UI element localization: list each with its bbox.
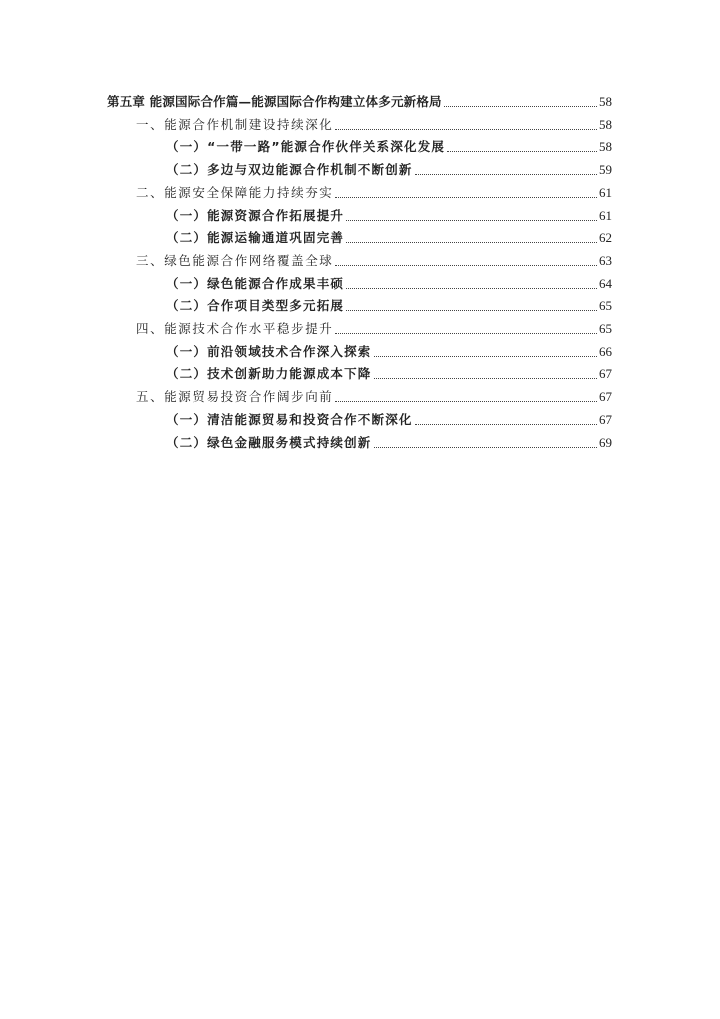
toc-subsection-entry[interactable] xyxy=(166,133,612,155)
toc-page-number: 58 xyxy=(599,116,612,132)
toc-entry-title: 第五章 能源国际合作篇—能源国际合作构建立体多元新格局 xyxy=(107,94,442,109)
toc-subsection-entry[interactable] xyxy=(166,156,612,178)
toc-page-number: 64 xyxy=(599,275,612,291)
toc-subsection-entry[interactable] xyxy=(166,338,612,360)
toc-page-number: 62 xyxy=(599,230,612,246)
toc-entry-title: （二）绿色金融服务模式持续创新 xyxy=(166,434,372,450)
toc-entry-title: （一）能源资源合作拓展提升 xyxy=(166,207,345,223)
toc-subsection-entry[interactable] xyxy=(166,270,612,292)
toc-dot-leader xyxy=(335,196,597,198)
toc-section-entry[interactable] xyxy=(136,111,612,133)
toc-entry-title: 二、能源安全保障能力持续夯实 xyxy=(136,184,334,200)
toc-dot-leader xyxy=(335,264,597,266)
toc-entry-title: 五、能源贸易投资合作阔步向前 xyxy=(136,389,334,405)
toc-page-number: 58 xyxy=(599,94,612,109)
toc-page-number: 67 xyxy=(599,411,612,427)
toc-dot-leader xyxy=(415,423,597,425)
toc-dot-leader xyxy=(335,332,597,334)
toc-section-entry[interactable] xyxy=(136,179,612,201)
toc-dot-leader xyxy=(346,309,597,311)
toc-page-number: 69 xyxy=(599,434,612,450)
toc-subsection-entry[interactable] xyxy=(166,406,612,428)
toc-entry-title: 三、绿色能源合作网络覆盖全球 xyxy=(136,252,334,268)
toc-page-number: 67 xyxy=(599,389,612,405)
toc-entry-title: 一、能源合作机制建设持续深化 xyxy=(136,116,334,132)
toc-dot-leader xyxy=(346,287,597,289)
toc-dot-leader xyxy=(415,173,597,175)
toc-section-entry[interactable] xyxy=(136,247,612,269)
toc-section-entry[interactable] xyxy=(136,315,612,337)
toc-entry-title: （一）前沿领域技术合作深入探索 xyxy=(166,343,372,359)
toc-entry-title: 四、能源技术合作水平稳步提升 xyxy=(136,321,334,336)
toc-entry-title: （二）合作项目类型多元拓展 xyxy=(166,298,345,314)
toc-dot-leader xyxy=(444,105,597,107)
toc-page-number: 65 xyxy=(599,298,612,314)
toc-dot-leader xyxy=(374,377,597,379)
toc-subsection-entry[interactable] xyxy=(166,429,612,451)
toc-page-number: 61 xyxy=(599,184,612,200)
toc-page-number: 63 xyxy=(599,252,612,268)
toc-page-number: 65 xyxy=(599,321,612,336)
toc-page-number: 66 xyxy=(599,343,612,359)
toc-section-entry[interactable] xyxy=(136,383,612,405)
toc-dot-leader xyxy=(447,150,597,152)
toc-page-number: 59 xyxy=(599,162,612,178)
toc-subsection-entry[interactable] xyxy=(166,202,612,224)
toc-subsection-entry[interactable] xyxy=(166,224,612,246)
toc-dot-leader xyxy=(346,219,597,221)
toc-page-number: 58 xyxy=(599,139,612,155)
toc-dot-leader xyxy=(335,400,597,402)
toc-entry-title: （一）绿色能源合作成果丰硕 xyxy=(166,275,345,291)
toc-entry-title: （一）清洁能源贸易和投资合作不断深化 xyxy=(166,411,413,427)
toc-chapter-entry[interactable] xyxy=(107,88,612,110)
toc-subsection-entry[interactable] xyxy=(166,292,612,314)
toc-dot-leader xyxy=(346,241,597,243)
toc-entry-title: （一）“一带一路”能源合作伙伴关系深化发展 xyxy=(166,139,446,155)
toc-page-number: 67 xyxy=(599,366,612,382)
toc-page-number: 61 xyxy=(599,207,612,223)
toc-entry-title: （二）多边与双边能源合作机制不断创新 xyxy=(166,162,413,178)
toc-entry-title: （二）技术创新助力能源成本下降 xyxy=(166,366,372,382)
toc-dot-leader xyxy=(335,128,597,130)
toc-subsection-entry[interactable] xyxy=(166,360,612,382)
toc-dot-leader xyxy=(374,355,597,357)
toc-dot-leader xyxy=(374,446,597,448)
toc-entry-title: （二）能源运输通道巩固完善 xyxy=(166,230,345,246)
